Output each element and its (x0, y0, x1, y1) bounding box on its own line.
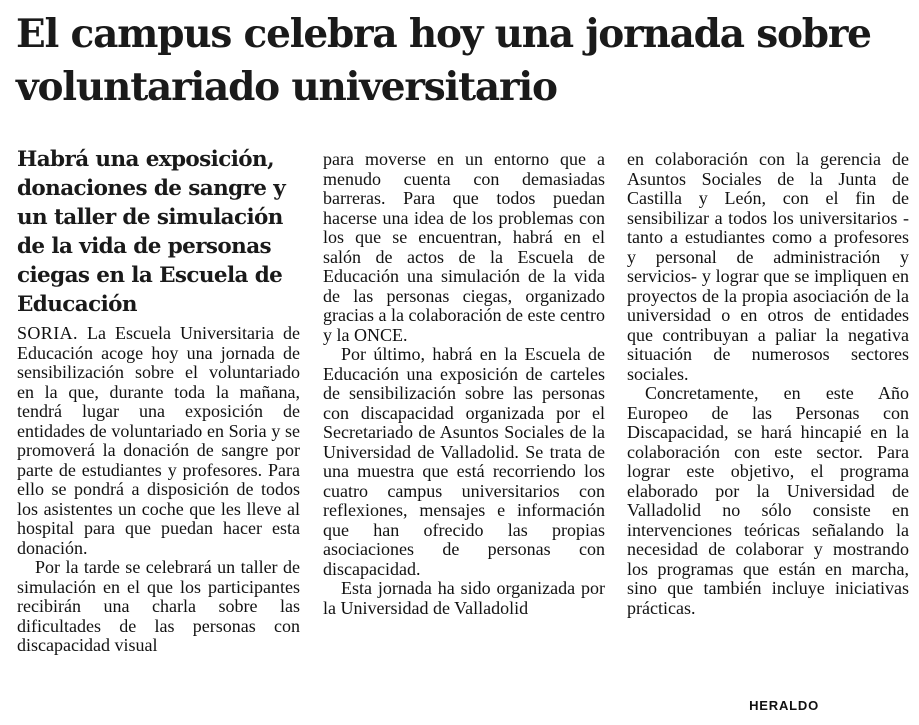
article-paragraph (17, 324, 300, 558)
article-paragraph: Por la tarde se celebrará un taller de simulación en el que los participantes recibirán una charla sobre las dificultades de las personas con discapacidad visual (17, 557, 300, 655)
article-paragraph: Esta jornada ha sido organizada por la Universidad de Valladolid (323, 578, 605, 618)
article-paragraph-text: La Escuela Universitaria de Educación acoge hoy una jornada de sensibilización sobre el voluntariado en la que, durante toda la mañana, tendrá lugar una exposición de entidades de voluntariado en Soria y se promoverá la donación de sangre por parte de estudiantes y profesores. Para ello se pondrá a disposición de todos los asistentes un coche que les lleve al hospital para que puedan hacer esta donación. (17, 323, 301, 558)
article-subheadline: Habrá una exposición, donaciones de sangre y un taller de simulación de la vida de personas ciegas en la Escuela de Educación (17, 147, 286, 317)
article-dateline: SORIA. (17, 323, 78, 343)
article-column-3 (627, 150, 909, 618)
article-paragraph: Por último, habrá en la Escuela de Educación una exposición de carteles de sensibilización sobre las personas con discapacidad organizada por el Secretariado de Asuntos Sociales de la Universidad de Valladolid. Se trata de una muestra que está recorriendo los cuatro campus universitarios con reflexiones, mensajes e información que han ofrecido las propias asociaciones de personas con discapacidad. (323, 344, 605, 579)
article-paragraph: para moverse en un entorno que a menudo cuenta con demasiadas barreras. Para que todos puedan hacerse una idea de los problemas con los que se encuentran, habrá en el salón de actos de la Escuela de Educación una simulación de la vida de las personas ciegas, organizado gracias a la colaboración de este centro y la ONCE. (323, 149, 605, 345)
article-headline: El campus celebra hoy una jornada sobre voluntariado universitario (16, 11, 871, 110)
article-column-1 (17, 324, 300, 656)
article-paragraph: Concretamente, en este Año Europeo de las Personas con Discapacidad, se hará hincapié en la colaboración con este sector. Para lograr este objetivo, el programa elaborado por la Universidad de Valladolid no sólo consiste en intervenciones teóricas señalando la necesidad de colaborar y mostrando los programas que están en marcha, sino que también incluye iniciativas prácticas. (627, 383, 909, 618)
article-paragraph: en colaboración con la gerencia de Asuntos Sociales de la Junta de Castilla y León, con el fin de sensibilizar a todos los universitarios -tanto a estudiantes como a profesores y personal de administración y servicios- y lograr que se impliquen en proyectos de la propia asociación de la universidad o en otros de entidades que contribuyan a paliar la negativa situación de numerosos sectores sociales. (627, 149, 909, 384)
source-signature: HERALDO (749, 698, 819, 713)
article-column-2 (323, 150, 605, 618)
